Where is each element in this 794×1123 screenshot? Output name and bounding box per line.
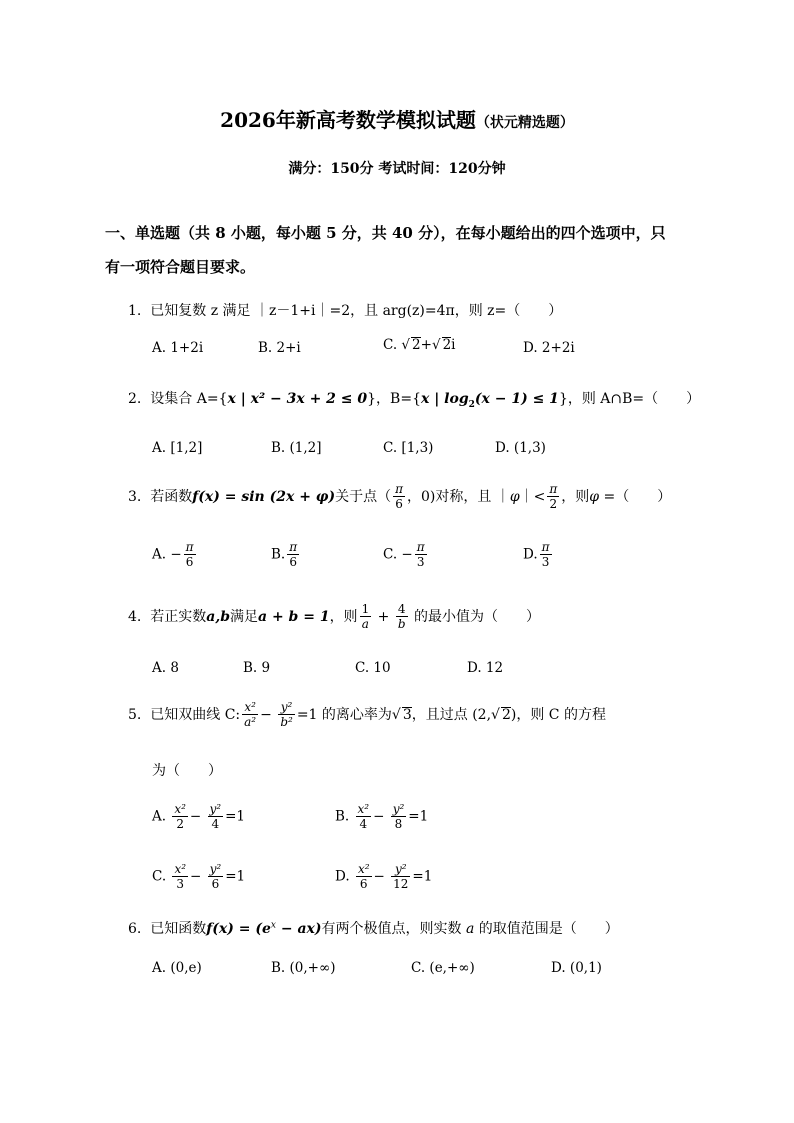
- question-2: 2. 设集合 A={x | x² − 3x + 2 ≤ 0}，B={x | $\log_2(x - 1) \le 1$}，则 A∩B=（ ）: [128, 391, 701, 410]
- page-title: 2026年新高考数学模拟试题（状元精选题）: [220, 108, 574, 132]
- exam-info: 满分：150分 考试时间：120分钟: [288, 161, 506, 177]
- q2-option-a: A. [1,2]: [152, 440, 203, 456]
- question-1: 1. 已知复数 z 满足 ｜z－1+i｜=2，且 arg(z)=4π，则 z=（ ）: [128, 303, 563, 319]
- question-5: 5. 已知双曲线 C: $\frac{\text{x²}}{\text{a²}}$ − $\frac{\text{y²}}{\text{b²}}$ =1 的离心率为√ 3，且过点 (2,√ 2)，则 C 的方程: [128, 700, 606, 730]
- q4-option-b: B. 9: [243, 660, 271, 676]
- q4-option-c: C. 10: [355, 660, 391, 676]
- q3-option-d: D. $\frac{\pi}{3}$: [523, 540, 550, 570]
- q3-option-c: C. − $\frac{\pi}{3}$: [383, 540, 425, 570]
- q2-option-d: D. (1,3): [495, 440, 546, 456]
- q2-option-c: C. [1,3): [383, 440, 434, 456]
- question-5-cont: 为（ ）: [152, 763, 222, 779]
- question-6: 6. 已知函数$f(x) = (e^x - ax)$有两个极值点，则实数 a 的取值范围是（ ）: [128, 920, 619, 937]
- q6-option-c: C. (e,+∞): [411, 960, 475, 976]
- q6-option-d: D. (0,1): [551, 960, 602, 976]
- question-3: 3. 若函数f(x) = sin (2x + φ)关于点（ $\frac{\pi}{6}$ ，0)对称，且 ｜φ｜< $\frac{\pi}{2}$ ，则φ =（ ）: [128, 482, 672, 512]
- q4-option-d: D. 12: [467, 660, 504, 676]
- q1-option-c: C. √ 2+√ 2i: [383, 337, 456, 353]
- section-heading-cont: 有一项符合题目要求。: [105, 258, 256, 276]
- q1-option-a: A. 1+2i: [152, 340, 204, 356]
- q6-option-a: A. (0,e): [152, 960, 202, 976]
- question-4: 4. 若正实数a,b满足a + b = 1，则 $\frac{1}{a}$ + $\frac{4}{b}$ 的最小值为（ ）: [128, 602, 540, 632]
- q3-option-b: B. $\frac{\pi}{6}$: [271, 540, 298, 570]
- q6-option-b: B. (0,+∞): [271, 960, 336, 976]
- q5-option-c: C. $\frac{\text{x²}}{3}$ − $\frac{\text{y²}}{6}$ =1: [152, 862, 246, 892]
- section-heading: 一、单选题（共 8 小题，每小题 5 分，共 40 分），在每小题给出的四个选项中，只: [105, 224, 666, 242]
- q1-option-b: B. 2+i: [258, 340, 301, 356]
- q5-option-b: B. $\frac{\text{x²}}{4}$ − $\frac{\text{y²}}{8}$ =1: [335, 802, 429, 832]
- q5-option-a: A. $\frac{\text{x²}}{2}$ − $\frac{\text{y²}}{4}$ =1: [152, 802, 246, 832]
- q2-option-b: B. (1,2]: [271, 440, 322, 456]
- q4-option-a: A. 8: [152, 660, 179, 676]
- title-note: （状元精选题）: [475, 115, 574, 131]
- q5-option-d: D. $\frac{\text{x²}}{6}$ − $\frac{\text{y²}}{12}$ =1: [335, 862, 433, 892]
- q1-option-d: D. 2+2i: [523, 340, 575, 356]
- q3-option-a: A. − $\frac{\pi}{6}$: [152, 540, 194, 570]
